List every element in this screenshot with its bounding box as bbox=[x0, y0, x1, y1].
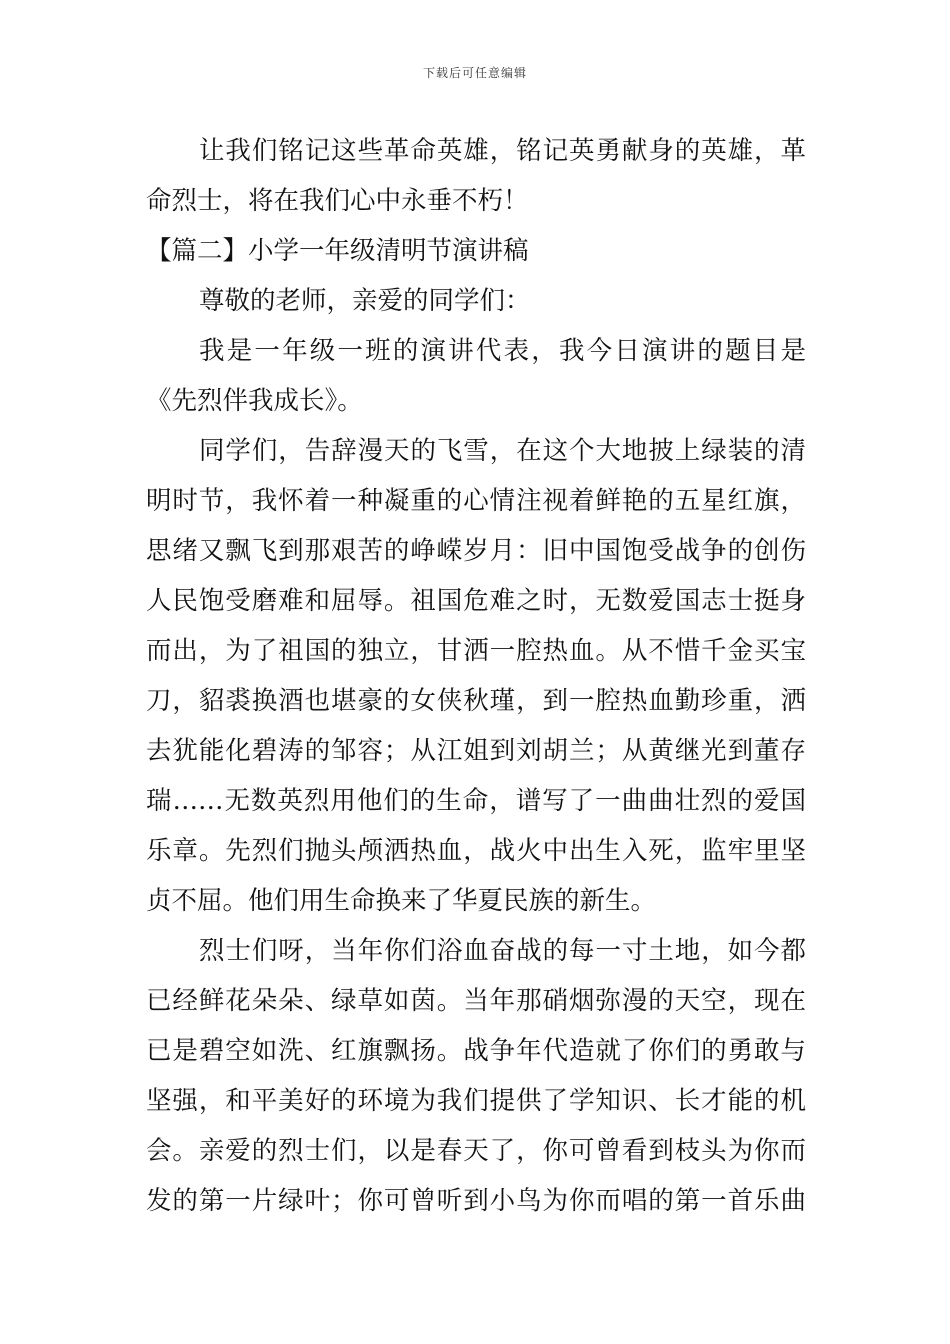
text-line: 会。亲爱的烈士们，以是春天了，你可曾看到枝头为你而 bbox=[146, 1136, 806, 1166]
text-line: 让我们铭记这些革命英雄，铭记英勇献身的英雄，革 bbox=[199, 136, 806, 166]
text-line: 坚强，和平美好的环境为我们提供了学知识、长才能的机 bbox=[146, 1086, 806, 1116]
text-line: 乐章。先烈们抛头颅洒热血，战火中出生入死，监牢里坚 bbox=[146, 836, 806, 866]
text-line: 人民饱受磨难和屈辱。祖国危难之时，无数爱国志士挺身 bbox=[146, 586, 806, 616]
text-line: 而出，为了祖国的独立，甘洒一腔热血。从不惜千金买宝 bbox=[146, 636, 806, 666]
speech-title: 《先烈伴我成长》。 bbox=[146, 386, 363, 416]
text-line: 瑞……无数英烈用他们的生命，谱写了一曲曲壮烈的爱国 bbox=[146, 786, 806, 816]
document-body bbox=[146, 126, 806, 1226]
text-line: 思绪又飘飞到那艰苦的峥嵘岁月：旧中国饱受战争的创伤 bbox=[146, 536, 806, 566]
text-line: 烈士们呀，当年你们浴血奋战的每一寸土地，如今都 bbox=[199, 936, 806, 966]
text-line: 我是一年级一班的演讲代表，我今日演讲的题目是 bbox=[199, 336, 806, 366]
text-line: 刀，貂裘换酒也堪豪的女侠秋瑾，到一腔热血勤珍重，洒 bbox=[146, 686, 806, 716]
text-line: 贞不屈。他们用生命换来了华夏民族的新生。 bbox=[146, 886, 657, 916]
text-line: 已经鲜花朵朵、绿草如茵。当年那硝烟弥漫的天空，现在 bbox=[146, 986, 806, 1016]
text-line: 已是碧空如洗、红旗飘扬。战争年代造就了你们的勇敢与 bbox=[146, 1036, 806, 1066]
text-line: 去犹能化碧涛的邹容；从江姐到刘胡兰；从黄继光到董存 bbox=[146, 736, 806, 766]
text-line: 发的第一片绿叶；你可曾听到小鸟为你而唱的第一首乐曲 bbox=[146, 1186, 806, 1216]
text-line: 明时节，我怀着一种凝重的心情注视着鲜艳的五星红旗， bbox=[146, 486, 806, 516]
salutation: 尊敬的老师，亲爱的同学们： bbox=[199, 286, 531, 316]
text-line: 命烈士，将在我们心中永垂不朽！ bbox=[146, 186, 529, 216]
section-heading: 【篇二】小学一年级清明节演讲稿 bbox=[146, 236, 529, 266]
text-line: 同学们，告辞漫天的飞雪，在这个大地披上绿装的清 bbox=[199, 436, 806, 466]
page-header: 下载后可任意编辑 bbox=[422, 66, 527, 80]
